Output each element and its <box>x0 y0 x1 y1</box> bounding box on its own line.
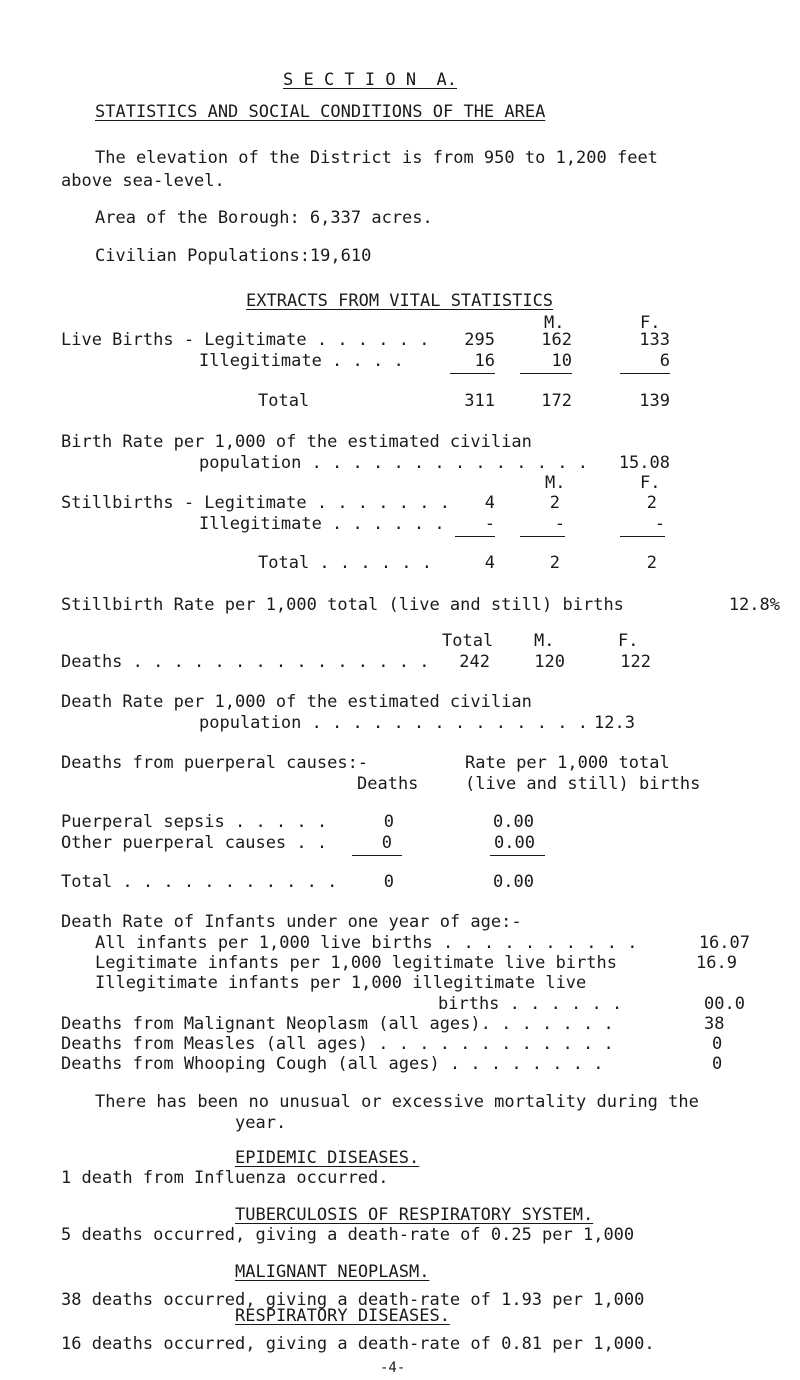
puerperal-total-label: Total . . . . . . . . . . . <box>61 872 338 892</box>
infant-legit-label: Legitimate infants per 1,000 legitimate live births <box>95 953 617 973</box>
live-births-label: Live Births - Legitimate . . . . . . <box>61 330 430 350</box>
epidemic-text: 1 death from Influenza occurred. <box>61 1168 389 1188</box>
respiratory-text: 16 deaths occurred, giving a death-rate of 0.81 per 1,000. <box>61 1334 655 1354</box>
subtitle: STATISTICS AND SOCIAL CONDITIONS OF THE AREA <box>95 102 546 122</box>
section-title: S E C T I O N A. <box>283 70 457 90</box>
infant-all-value: 16.07 <box>698 933 750 953</box>
puerperal-rate-header-1: Rate per 1,000 total <box>465 753 670 773</box>
population-text: Civilian Populations:19,610 <box>95 246 372 266</box>
stillbirths-col-f: F. <box>640 473 661 493</box>
infant-heading: Death Rate of Infants under one year of age:- <box>61 912 522 932</box>
live-births-col-m: M. <box>544 313 565 333</box>
tuberculosis-heading: TUBERCULOSIS OF RESPIRATORY SYSTEM. <box>235 1205 594 1225</box>
tuberculosis-text: 5 deaths occurred, giving a death-rate of 0.25 per 1,000 <box>61 1225 635 1245</box>
puerperal-rate-header-2: (live and still) births <box>465 774 701 794</box>
mortality-text-1: There has been no unusual or excessive mortality during the <box>95 1092 699 1112</box>
stillbirths-total: 4 <box>484 553 495 573</box>
page-number: -4- <box>380 1360 406 1376</box>
live-births-legit-total: 295 <box>464 330 495 350</box>
stillbirths-illegit-label: Illegitimate . . . . . . <box>199 514 445 534</box>
epidemic-heading: EPIDEMIC DISEASES. <box>235 1148 420 1168</box>
infant-legit-value: 16.9 <box>696 953 737 973</box>
puerperal-total-deaths: 0 <box>383 872 394 892</box>
live-births-illegit-total: 16 <box>450 351 495 371</box>
stillbirths-total-f: 2 <box>646 553 657 573</box>
birth-rate-label-2: population . . . . . . . . . . . . . . <box>199 453 588 473</box>
birth-rate-label-1: Birth Rate per 1,000 of the estimated civilian <box>61 432 532 452</box>
birth-rate-value: 15.08 <box>618 453 670 473</box>
puerperal-sepsis-rate: 0.00 <box>493 812 534 832</box>
live-births-total-m: 172 <box>541 391 572 411</box>
stillbirths-label: Stillbirths - Legitimate . . . . . . . <box>61 493 450 513</box>
elevation-text-1: The elevation of the District is from 950 to 1,200 feet <box>95 148 658 168</box>
extracts-heading: EXTRACTS FROM VITAL STATISTICS <box>246 291 554 311</box>
malignant-heading: MALIGNANT NEOPLASM. <box>235 1262 430 1282</box>
area-text: Area of the Borough: 6,337 acres. <box>95 208 433 228</box>
deaths-label: Deaths . . . . . . . . . . . . . . . <box>61 652 430 672</box>
puerperal-deaths-header: Deaths <box>357 774 419 794</box>
live-births-total: 311 <box>464 391 495 411</box>
stillbirths-illegit-f: - <box>620 514 665 534</box>
infant-illegit-value: 00.0 <box>704 994 745 1014</box>
stillbirths-total-m: 2 <box>549 553 560 573</box>
death-rate-value: 12.3 <box>594 713 635 733</box>
live-births-legit-m: 162 <box>541 330 572 350</box>
malignant-deaths-value: 38 <box>704 1014 725 1034</box>
deaths-m: 120 <box>534 652 565 672</box>
death-rate-label-1: Death Rate per 1,000 of the estimated civilian <box>61 692 532 712</box>
malignant-text: 38 deaths occurred, giving a death-rate of 1.93 per 1,000 <box>61 1290 645 1310</box>
live-births-illegit-f: 6 <box>620 351 670 371</box>
puerperal-heading: Deaths from puerperal causes:- <box>61 753 369 773</box>
live-births-col-f: F. <box>640 313 661 333</box>
death-rate-label-2: population . . . . . . . . . . . . . . <box>199 713 588 733</box>
puerperal-sepsis-label: Puerperal sepsis . . . . . <box>61 812 328 832</box>
stillbirths-col-m: M. <box>545 473 566 493</box>
malignant-deaths-label: Deaths from Malignant Neoplasm (all ages). . . . . . . <box>61 1014 614 1034</box>
live-births-legit-f: 133 <box>639 330 670 350</box>
measles-deaths-value: 0 <box>712 1034 723 1054</box>
whooping-deaths-label: Deaths from Whooping Cough (all ages) . . . . . . . . <box>61 1054 604 1074</box>
live-births-illegit-m: 10 <box>520 351 572 371</box>
deaths-col-m: M. <box>534 631 555 651</box>
whooping-deaths-value: 0 <box>712 1054 723 1074</box>
stillbirths-legit-f: 2 <box>646 493 657 513</box>
deaths-total: 242 <box>459 652 490 672</box>
puerperal-other-label: Other puerperal causes . . <box>61 833 328 853</box>
puerperal-other-rate: 0.00 <box>490 833 545 853</box>
live-births-total-f: 139 <box>639 391 670 411</box>
stillbirths-illegit-total: - <box>455 514 495 534</box>
stillbirths-legit-m: 2 <box>549 493 560 513</box>
stillbirth-rate-value: 12.8% <box>728 595 780 615</box>
puerperal-sepsis-deaths: 0 <box>383 812 394 832</box>
puerperal-other-deaths: 0 <box>352 833 402 853</box>
measles-deaths-label: Deaths from Measles (all ages) . . . . . . . . . . . . <box>61 1034 614 1054</box>
stillbirths-legit-total: 4 <box>484 493 495 513</box>
live-births-illegit-label: Illegitimate . . . . <box>199 351 404 371</box>
stillbirth-rate-label: Stillbirth Rate per 1,000 total (live and still) births <box>61 595 624 615</box>
elevation-text-2: above sea-level. <box>61 171 225 191</box>
infant-all-label: All infants per 1,000 live births . . . . . . . . . . <box>95 933 638 953</box>
deaths-col-total: Total <box>442 631 494 651</box>
stillbirths-total-label: Total . . . . . . <box>258 553 432 573</box>
mortality-text-2: year. <box>235 1113 287 1133</box>
deaths-col-f: F. <box>618 631 639 651</box>
puerperal-total-rate: 0.00 <box>493 872 534 892</box>
respiratory-heading: RESPIRATORY DISEASES. <box>235 1306 450 1326</box>
live-births-total-label: Total <box>258 391 310 411</box>
stillbirths-illegit-m: - <box>520 514 565 534</box>
infant-illegit-label-2: births . . . . . . <box>438 994 623 1014</box>
deaths-f: 122 <box>620 652 651 672</box>
infant-illegit-label-1: Illegitimate infants per 1,000 illegitimate live <box>95 973 587 993</box>
